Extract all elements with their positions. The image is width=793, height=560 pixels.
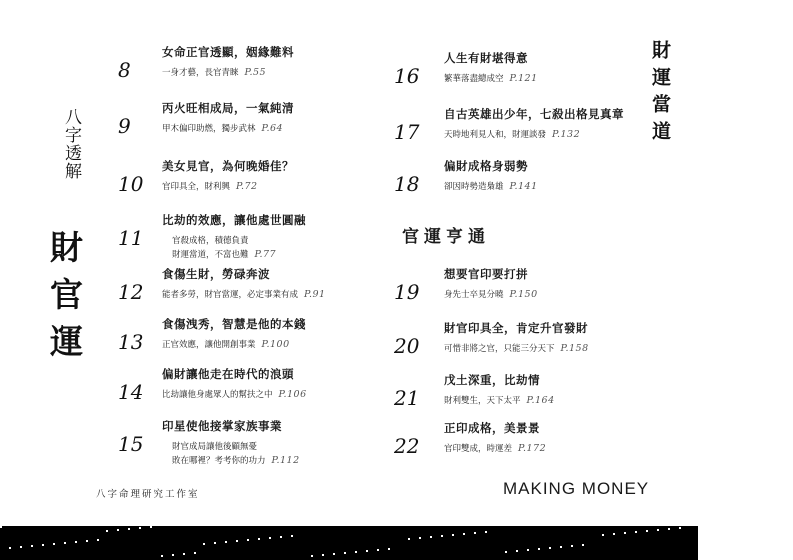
section-heading: 官運亨通 xyxy=(402,227,490,247)
entry-number: 17 xyxy=(394,120,420,144)
scan-speck xyxy=(150,526,152,528)
scan-speck xyxy=(452,534,454,536)
entry-page-number: P.158 xyxy=(560,343,589,354)
scan-speck xyxy=(258,538,260,540)
entry-subtitle xyxy=(172,454,300,466)
scan-speck xyxy=(236,540,238,542)
entry-title: 比劫的效應，讓他處世圓融 xyxy=(162,213,306,227)
entry-subtitle xyxy=(444,442,546,454)
entry-subtitle xyxy=(444,342,589,354)
entry-subtitle xyxy=(172,248,276,260)
left-big-vertical-title: 財官運 xyxy=(45,230,84,371)
scan-speck xyxy=(463,533,465,535)
entry-page-number: P.121 xyxy=(509,73,538,84)
entry-title: 女命正官透顯，姻緣難料 xyxy=(162,45,294,59)
scan-edge-bar xyxy=(0,526,698,560)
entry-subtitle xyxy=(162,122,283,134)
entry-subtitle xyxy=(444,72,538,84)
scan-speck xyxy=(419,537,421,539)
scan-speck xyxy=(538,548,540,550)
entry-subtitle-text: 身先士卒見分曉 xyxy=(444,290,504,300)
entry-page-number: P.100 xyxy=(261,339,290,350)
entry-page-number: P.72 xyxy=(236,181,258,192)
scan-speck xyxy=(225,541,227,543)
scan-speck xyxy=(355,551,357,553)
scan-speck xyxy=(388,548,390,550)
entry-title: 食傷生財，勞碌奔波 xyxy=(162,267,270,281)
entry-subtitle-text: 甲木偏印助燃，獨步武林 xyxy=(162,124,256,134)
entry-subtitle xyxy=(162,180,258,192)
scan-speck xyxy=(560,546,562,548)
entry-title: 人生有財堪得意 xyxy=(444,51,528,65)
scan-speck xyxy=(657,529,659,531)
entry-number: 14 xyxy=(118,380,144,404)
entry-subtitle-text: 敗在哪裡？考考你的功力 xyxy=(172,456,266,466)
scan-speck xyxy=(128,528,130,530)
entry-page-number: P.164 xyxy=(526,395,555,406)
scan-speck xyxy=(366,550,368,552)
entry-page-number: P.106 xyxy=(278,389,307,400)
entry-number: 12 xyxy=(118,280,144,304)
making-money-logo: MAKING MONEY xyxy=(503,479,650,498)
scan-speck xyxy=(485,531,487,533)
scan-speck xyxy=(613,533,615,535)
scan-speck xyxy=(9,547,11,549)
entry-subtitle-text: 比劫讓他身處眾人的幫扶之中 xyxy=(162,390,273,400)
entry-page-number: P.91 xyxy=(304,289,326,300)
scan-speck xyxy=(344,552,346,554)
entry-title: 自古英雄出少年，七殺出格見真章 xyxy=(444,107,624,121)
entry-title: 偏財讓他走在時代的浪頭 xyxy=(162,367,294,381)
entry-number: 22 xyxy=(394,434,420,458)
scan-speck xyxy=(322,554,324,556)
entry-number: 21 xyxy=(394,386,420,410)
entry-page-number: P.141 xyxy=(509,181,538,192)
scan-speck xyxy=(183,553,185,555)
left-vertical-title: 八字透解 xyxy=(61,108,81,180)
studio-signature: 八字命理研究工作室 xyxy=(96,489,200,500)
entry-subtitle xyxy=(172,440,257,452)
scan-speck xyxy=(527,549,529,551)
entry-page-number: P.64 xyxy=(261,123,284,134)
entry-page-number: P.55 xyxy=(244,67,267,78)
entry-subtitle xyxy=(162,338,290,350)
scan-speck xyxy=(31,545,33,547)
entry-number: 15 xyxy=(118,432,144,456)
entry-subtitle xyxy=(444,288,538,300)
scan-speck xyxy=(571,545,573,547)
scan-speck xyxy=(0,526,2,528)
entry-title: 偏財成格身弱勢 xyxy=(444,159,528,173)
scan-speck xyxy=(214,542,216,544)
entry-subtitle xyxy=(162,66,266,78)
entry-title: 戊土深重，比劫情 xyxy=(444,373,540,387)
entry-subtitle xyxy=(162,388,307,400)
entry-page-number: P.112 xyxy=(271,455,300,466)
scan-speck xyxy=(139,527,141,529)
scan-speck xyxy=(602,534,604,536)
scan-speck xyxy=(311,555,313,557)
scan-speck xyxy=(333,553,335,555)
entry-number: 16 xyxy=(394,64,420,88)
entry-subtitle-text: 一身才藝，長官青睞 xyxy=(162,68,239,78)
scan-speck xyxy=(679,527,681,529)
entry-number: 19 xyxy=(394,280,420,304)
entry-subtitle-text: 能者多勞，財官當運，必定事業有成 xyxy=(162,290,299,300)
entry-subtitle xyxy=(444,128,580,140)
scan-speck xyxy=(582,544,584,546)
entry-subtitle-text: 卻因時勢造梟雄 xyxy=(444,182,504,192)
entry-page-number: P.132 xyxy=(552,129,581,140)
entry-page-number: P.77 xyxy=(254,249,277,260)
scan-speck xyxy=(624,532,626,534)
entry-number: 11 xyxy=(118,226,144,250)
entry-subtitle-text: 財官成局讓他後顧無憂 xyxy=(172,442,258,452)
entry-subtitle xyxy=(444,180,538,192)
scan-speck xyxy=(269,537,271,539)
scan-speck xyxy=(430,536,432,538)
entry-subtitle xyxy=(162,288,326,300)
scan-speck xyxy=(377,549,379,551)
entry-number: 18 xyxy=(394,172,420,196)
scan-speck xyxy=(75,541,77,543)
entry-subtitle-text: 財利雙生，天下太平 xyxy=(444,396,521,406)
entry-subtitle xyxy=(444,394,555,406)
entry-subtitle-text: 可惜非將之官，只能三分天下 xyxy=(444,344,555,354)
scan-speck xyxy=(42,544,44,546)
scan-speck xyxy=(516,550,518,552)
entry-title: 丙火旺相成局，一氣純清 xyxy=(162,101,294,115)
entry-number: 8 xyxy=(118,58,131,82)
entry-page-number: P.172 xyxy=(518,443,547,454)
entry-subtitle-text: 官殺成格，積德負責 xyxy=(172,236,249,246)
scan-speck xyxy=(106,530,108,532)
entry-subtitle-text: 財運當道，不富也難 xyxy=(172,250,249,260)
scan-speck xyxy=(505,551,507,553)
entry-subtitle-text: 正官效應，讓他開創事業 xyxy=(162,340,256,350)
entry-title: 正印成格，美景景 xyxy=(444,421,540,435)
entry-number: 10 xyxy=(118,172,144,196)
entry-subtitle-text: 官印雙成，時運差 xyxy=(444,444,513,454)
entry-title: 想要官印要打拼 xyxy=(444,267,528,281)
scan-speck xyxy=(64,542,66,544)
scan-speck xyxy=(280,536,282,538)
entry-number: 13 xyxy=(118,330,144,354)
scan-speck xyxy=(441,535,443,537)
scan-speck xyxy=(635,531,637,533)
scan-speck xyxy=(20,546,22,548)
entry-title: 財官印具全，肯定升官發財 xyxy=(444,321,588,335)
scan-speck xyxy=(117,529,119,531)
entry-subtitle-text: 繁華落盡總成空 xyxy=(444,74,504,84)
entry-number: 20 xyxy=(394,334,420,358)
scan-speck xyxy=(549,547,551,549)
scan-speck xyxy=(172,554,174,556)
scan-speck xyxy=(203,543,205,545)
scan-speck xyxy=(247,539,249,541)
scan-speck xyxy=(646,530,648,532)
scan-speck xyxy=(291,535,293,537)
entry-subtitle-text: 天時地利見人和，財運談發 xyxy=(444,130,547,140)
scan-speck xyxy=(474,532,476,534)
entry-subtitle xyxy=(172,234,249,246)
entry-title: 印星使他接掌家族事業 xyxy=(162,419,282,433)
entry-page-number: P.150 xyxy=(509,289,538,300)
scan-speck xyxy=(408,538,410,540)
scan-speck xyxy=(86,540,88,542)
scan-speck xyxy=(161,555,163,557)
entry-subtitle-text: 官印具全，財利興 xyxy=(162,182,231,192)
entry-title: 食傷洩秀，智慧是他的本錢 xyxy=(162,317,306,331)
entry-number: 9 xyxy=(118,114,131,138)
scan-speck xyxy=(97,539,99,541)
scan-speck xyxy=(668,528,670,530)
right-vertical-title: 財運當道 xyxy=(649,40,671,148)
scan-speck xyxy=(194,552,196,554)
scan-speck xyxy=(53,543,55,545)
entry-title: 美女見官，為何晚婚佳？ xyxy=(162,159,294,173)
